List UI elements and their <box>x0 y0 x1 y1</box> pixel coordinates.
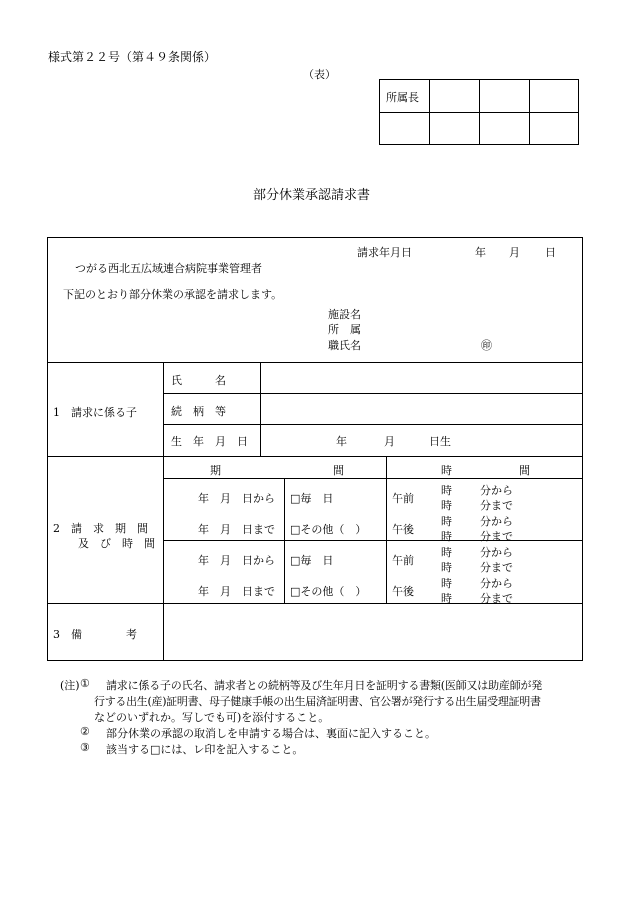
hour-label: 時 <box>441 561 452 574</box>
period-from-b: 年 月 日から <box>198 554 275 567</box>
minute-from-label: 分から <box>480 546 513 559</box>
birth-year: 年 <box>336 435 347 448</box>
section3-label: 3 備 考 <box>53 628 137 641</box>
side-label: （表） <box>303 68 336 81</box>
birth-date-label: 生 年 月 日 <box>171 435 248 448</box>
notes-prefix: (注) <box>60 679 80 692</box>
section2-label-line1: 2 請 求 期 間 <box>53 522 148 535</box>
approval-box <box>379 79 579 145</box>
note1-line3: などのいずれか。写しでも可)を添付すること。 <box>94 711 330 724</box>
minute-to-label: 分まで <box>480 499 513 512</box>
daily-checkbox-a[interactable]: □毎 日 <box>290 492 334 505</box>
time-header-right: 間 <box>519 464 530 477</box>
time-header-left: 時 <box>441 464 452 477</box>
request-statement: 下記のとおり部分休業の承認を請求します。 <box>63 288 283 301</box>
form-number: 様式第２２号（第４９条関係） <box>48 50 217 64</box>
period-to-b: 年 月 日まで <box>198 585 275 598</box>
note3-marker: ③ <box>80 741 90 754</box>
pm-label-a: 午後 <box>392 523 414 536</box>
note3-text: 該当する□には、レ印を記入すること。 <box>106 743 304 756</box>
hour-label: 時 <box>441 484 452 497</box>
addressee: つがる西北五広域連合病院事業管理者 <box>75 262 262 275</box>
note2-marker: ② <box>80 725 90 738</box>
am-label-a: 午前 <box>392 492 414 505</box>
applicant-name-label: 職氏名 <box>328 339 361 352</box>
period-header-right: 間 <box>333 464 344 477</box>
seal-mark: ㊞ <box>481 339 492 352</box>
other-checkbox-a[interactable]: □その他（ ） <box>290 523 367 536</box>
hour-label: 時 <box>441 577 452 590</box>
minute-from-label: 分から <box>480 577 513 590</box>
facility-label: 施設名 <box>328 308 361 321</box>
period-header-left: 期 <box>210 464 221 477</box>
minute-to-label: 分まで <box>480 561 513 574</box>
hour-label: 時 <box>441 546 452 559</box>
minute-to-label: 分まで <box>480 530 513 543</box>
hour-label: 時 <box>441 530 452 543</box>
affiliation-label: 所 属 <box>328 323 361 336</box>
note1-line2: 行する出生(産)証明書、母子健康手帳の出生届済証明書、官公署が発行する出生届受理証明書 <box>94 695 541 708</box>
hour-label: 時 <box>441 515 452 528</box>
request-date-month: 月 <box>509 246 520 259</box>
relation-label: 続 柄 等 <box>171 405 226 418</box>
other-checkbox-b[interactable]: □その他（ ） <box>290 585 367 598</box>
minute-to-label: 分まで <box>480 592 513 605</box>
note1-line1: 請求に係る子の氏名、請求者との続柄等及び生年月日を証明する書類(医師又は助産師が発 <box>106 679 543 692</box>
hour-label: 時 <box>441 592 452 605</box>
section1-label: 1 請求に係る子 <box>53 406 137 419</box>
section2-label-line2: 及 び 時 間 <box>78 537 155 550</box>
approval-box-label: 所属長 <box>386 91 419 104</box>
request-date-year: 年 <box>475 246 486 259</box>
page-title: 部分休業承認請求書 <box>253 188 371 203</box>
hour-label: 時 <box>441 499 452 512</box>
daily-checkbox-b[interactable]: □毎 日 <box>290 554 334 567</box>
birth-month: 月 <box>384 435 395 448</box>
child-name-label: 氏 名 <box>171 374 226 387</box>
minute-from-label: 分から <box>480 515 513 528</box>
request-form-table <box>47 237 583 661</box>
minute-from-label: 分から <box>480 484 513 497</box>
request-date-day: 日 <box>545 246 556 259</box>
pm-label-b: 午後 <box>392 585 414 598</box>
period-from-a: 年 月 日から <box>198 492 275 505</box>
am-label-b: 午前 <box>392 554 414 567</box>
note1-marker: ① <box>80 677 90 690</box>
note2-text: 部分休業の承認の取消しを申請する場合は、裏面に記入すること。 <box>106 727 436 740</box>
birth-day: 日生 <box>429 435 451 448</box>
period-to-a: 年 月 日まで <box>198 523 275 536</box>
request-date-label: 請求年月日 <box>357 246 412 259</box>
